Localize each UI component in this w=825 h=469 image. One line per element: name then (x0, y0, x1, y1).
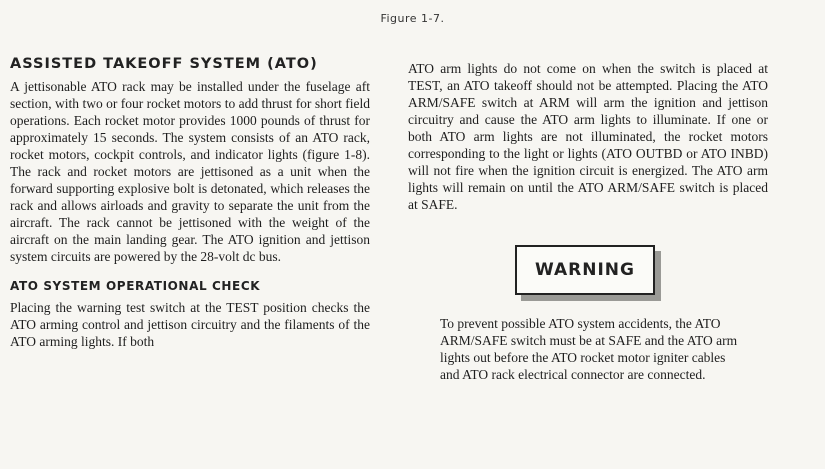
warning-label: WARNING (535, 260, 635, 280)
right-column (408, 60, 768, 213)
figure-caption: Figure 1-7. (380, 12, 445, 25)
section-heading-operational-check: ATO SYSTEM OPERATIONAL CHECK (10, 279, 261, 293)
section-body-operational-check: Placing the warning test switch at the TEST position checks the ATO arming control and jettison circuitry and the filaments of the ATO arming lights. If both (10, 300, 370, 349)
section-body-ato: A jettisonable ATO rack may be installed under the fuselage aft section, with two or four rocket motors to add thrust for short field operations. Each rocket motor provides 1000 pounds of thrust for approximately 15 seconds. The system consists of an ATO rack, rocket motors, cockpit controls, and indicator lights (figure 1-8). The rack and rocket motors are jettisoned as a unit when the forward supporting explosive bolt is detonated, which releases the rack and allows airloads and gravity to separate the unit from the aircraft. The rack cannot be jettisoned with the weight of the aircraft on the main landing gear. The ATO ignition and jettison system circuits are powered by the 28-volt dc bus. (10, 79, 370, 264)
section-body-operational-check-continued: ATO arm lights do not come on when the switch is placed at TEST, an ATO takeoff should not be attempted. Placing the ATO ARM/SAFE switch at ARM will arm the ignition and jettison circuitry and cause the ATO arm lights to illuminate. If one or both ATO arm lights are not illuminated, the rocket motors corresponding to the light or lights (ATO OUTBD or ATO INBD) will not fire when the ignition circuit is energized. The ATO arm lights will remain on until the ATO ARM/SAFE switch is placed at SAFE. (408, 61, 768, 212)
warning-box (515, 245, 655, 295)
section-heading-ato: ASSISTED TAKEOFF SYSTEM (ATO) (10, 56, 318, 72)
left-column (10, 56, 370, 350)
warning-text-block (440, 315, 746, 383)
warning-text: To prevent possible ATO system accidents, the ATO ARM/SAFE switch must be at SAFE and the ATO arm lights out before the ATO rocket motor igniter cables and ATO rack electrical connector are connected. (440, 316, 738, 382)
